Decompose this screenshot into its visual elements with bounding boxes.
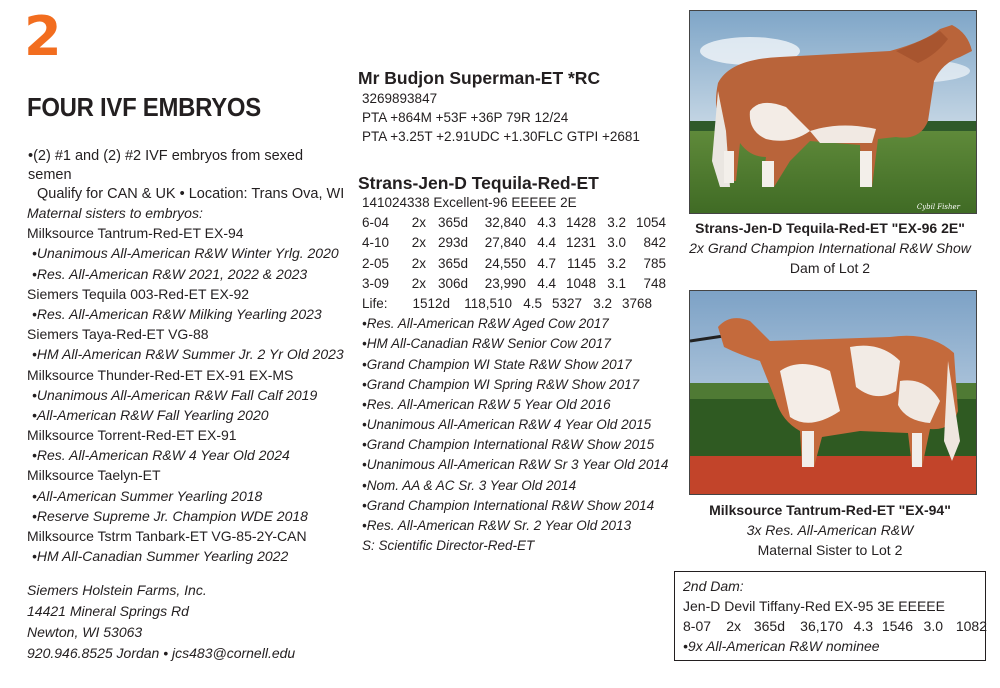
record-age: 6-04 xyxy=(362,215,390,231)
dam-honor: •Grand Champion International R&W Show 2014 xyxy=(362,497,655,513)
second-dam-box xyxy=(674,571,986,661)
life-fat-pct: 4.5 xyxy=(523,295,542,311)
sister-name xyxy=(27,284,347,304)
sister-name xyxy=(27,365,347,385)
record-fat: 1546 xyxy=(881,618,913,634)
sister-honor: •All-American Summer Yearling 2018 xyxy=(32,487,263,504)
record-milk: 23,990 xyxy=(484,275,526,291)
caption-title: Milksource Tantrum-Red-ET "EX-94" xyxy=(709,502,951,518)
life-fat: 5327 xyxy=(551,295,582,311)
record-age: 4-10 xyxy=(362,235,390,251)
second-dam-record xyxy=(683,616,985,636)
sire-name: Mr Budjon Superman-ET *RC xyxy=(358,68,601,88)
sister-honor: •Unanimous All-American R&W Winter Yrlg. 2020 xyxy=(32,245,339,262)
sister-name-text: Milksource Taelyn-ET xyxy=(27,467,161,484)
record-fat: 1428 xyxy=(565,215,596,231)
record-milk: 24,550 xyxy=(484,255,526,271)
record-protein-pct: 3.0 xyxy=(923,618,943,634)
dam-honor: •Grand Champion WI State R&W Show 2017 xyxy=(362,356,632,372)
caption-relation: Maternal Sister to Lot 2 xyxy=(757,542,903,558)
second-dam-heading: 2nd Dam: xyxy=(683,578,744,594)
dam-honor: •Unanimous All-American R&W 4 Year Old 2015 xyxy=(362,417,652,433)
record-fat-pct: 4.4 xyxy=(537,275,556,291)
lot-description xyxy=(28,147,348,204)
description-line: •(2) #1 and (2) #2 IVF embryos from sexed semen xyxy=(28,148,304,183)
second-dam-honor: •9x All-American R&W nominee xyxy=(683,638,880,654)
record-days: 365d xyxy=(437,215,468,231)
sister-name-text: Milksource Thunder-Red-ET xyxy=(27,366,203,383)
record-fat-pct: 4.7 xyxy=(537,255,556,271)
sister-photo xyxy=(689,290,977,495)
sister-honor: •Res. All-American R&W 2021, 2022 & 2023 xyxy=(32,265,308,282)
sire-reg: 3269893847 xyxy=(362,91,438,106)
sister-classification: EX-92 xyxy=(210,285,250,302)
caption-relation: Dam of Lot 2 xyxy=(789,260,871,276)
dam-honor: •Res. All-American R&W 5 Year Old 2016 xyxy=(362,396,611,412)
sister-classification: EX-91 EX-MS xyxy=(206,366,294,383)
production-record xyxy=(362,233,682,253)
sister-classification: VG-88 xyxy=(168,326,209,343)
sister-honor: •Res. All-American R&W 4 Year Old 2024 xyxy=(32,447,290,464)
sister-photo-caption xyxy=(680,500,980,560)
life-protein-pct: 3.2 xyxy=(593,295,612,311)
dam-registration: 141024338 Excellent-96 EEEEE 2E xyxy=(362,195,577,210)
dam-photo xyxy=(689,10,977,214)
breeder-contact xyxy=(27,580,295,664)
record-milking: 2x xyxy=(726,618,741,634)
record-protein: 1082 xyxy=(955,618,987,634)
sister-honor: •Unanimous All-American R&W Fall Calf 2019 xyxy=(32,386,318,403)
record-protein: 748 xyxy=(643,275,666,291)
sister-name-text: Milksource Torrent-Red-ET xyxy=(27,427,194,444)
lot-title: FOUR IVF EMBRYOS xyxy=(27,92,261,122)
sister-classification: EX-91 xyxy=(197,427,237,444)
record-fat-pct: 4.4 xyxy=(537,235,556,251)
record-protein-pct: 3.2 xyxy=(607,255,626,271)
dam-honor: •Unanimous All-American R&W Sr 3 Year Old 2014 xyxy=(362,457,669,473)
record-milking: 2x xyxy=(411,255,426,271)
cow-photo-illustration xyxy=(690,11,977,214)
sire-pta: PTA +864M +53F +36P 79R 12/24 xyxy=(362,110,569,125)
record-protein: 785 xyxy=(643,255,666,271)
record-days: 306d xyxy=(437,275,468,291)
record-milk: 27,840 xyxy=(484,235,526,251)
dam-honor: •Nom. AA & AC Sr. 3 Year Old 2014 xyxy=(362,477,577,493)
sister-name xyxy=(27,465,347,485)
sire-pta: PTA +3.25T +2.91UDC +1.30FLC GTPI +2681 xyxy=(362,129,640,144)
sire-of-dam: S: Scientific Director-Red-ET xyxy=(362,538,535,554)
second-dam-name: Jen-D Devil Tiffany-Red xyxy=(683,598,831,614)
sister-honor: •HM All-American R&W Summer Jr. 2 Yr Old 2023 xyxy=(32,346,344,363)
lifetime-record xyxy=(362,294,682,314)
sister-name-text: Milksource Tantrum-Red-ET xyxy=(27,225,201,242)
sister-classification: VG-85-2Y-CAN xyxy=(211,528,307,544)
record-protein: 842 xyxy=(643,235,666,251)
sister-name xyxy=(27,526,347,546)
life-label: Life: xyxy=(362,295,388,311)
breeder-phone-email: 920.946.8525 Jordan • jcs483@cornell.edu xyxy=(27,645,296,661)
lot-number: 2 xyxy=(24,5,62,68)
sister-honor: •Reserve Supreme Jr. Champion WDE 2018 xyxy=(32,507,308,524)
maternal-sisters-heading: Maternal sisters to embryos: xyxy=(27,205,203,221)
record-fat-pct: 4.3 xyxy=(537,215,556,231)
sister-name-text: Siemers Tequila 003-Red-ET xyxy=(27,285,207,302)
description-line: Qualify for CAN & UK • Location: Trans Ova, WI xyxy=(37,186,345,202)
maternal-sisters xyxy=(27,203,347,566)
record-fat: 1231 xyxy=(565,235,596,251)
dam-photo-caption xyxy=(680,218,980,278)
caption-honor: 2x Grand Champion International R&W Show xyxy=(689,240,971,256)
life-days: 1512d xyxy=(412,295,450,311)
breeder-street: 14421 Mineral Springs Rd xyxy=(27,603,189,619)
life-protein: 3768 xyxy=(621,295,652,311)
record-fat: 1145 xyxy=(566,255,596,271)
cow-photo-illustration xyxy=(690,291,977,495)
breeder-city: Newton, WI 53063 xyxy=(27,624,143,640)
life-milk: 118,510 xyxy=(464,295,512,311)
sister-honor: •Res. All-American R&W Milking Yearling 2023 xyxy=(32,305,322,322)
dam-honor: •Res. All-American R&W Aged Cow 2017 xyxy=(362,316,609,332)
second-dam-name-line xyxy=(683,596,985,616)
production-record xyxy=(362,274,682,294)
dam-honor: •Grand Champion International R&W Show 2015 xyxy=(362,437,655,453)
record-milking: 2x xyxy=(411,215,426,231)
production-record xyxy=(362,213,682,233)
caption-honor: 3x Res. All-American R&W xyxy=(746,522,914,538)
sister-name xyxy=(27,223,347,243)
caption-title: Strans-Jen-D Tequila-Red-ET "EX-96 2E" xyxy=(695,220,965,236)
dam-block xyxy=(362,193,682,556)
record-age: 2-05 xyxy=(362,255,390,271)
sister-name-text: Siemers Taya-Red-ET xyxy=(27,326,165,343)
production-record xyxy=(362,254,682,274)
dam-honor: •Grand Champion WI Spring R&W Show 2017 xyxy=(362,376,640,392)
sister-name xyxy=(27,324,347,344)
record-protein-pct: 3.0 xyxy=(607,235,626,251)
record-milk: 32,840 xyxy=(484,215,526,231)
record-fat: 1048 xyxy=(565,275,596,291)
record-days: 365d xyxy=(437,255,468,271)
record-milking: 2x xyxy=(411,235,426,251)
record-protein-pct: 3.1 xyxy=(607,275,626,291)
record-fat-pct: 4.3 xyxy=(853,618,873,634)
dam-honor: •HM All-Canadian R&W Senior Cow 2017 xyxy=(362,336,611,352)
sire-block xyxy=(358,67,678,146)
sister-name-text: Milksource Tstrm Tanbark-ET xyxy=(27,528,208,544)
sister-honor: •All-American R&W Fall Yearling 2020 xyxy=(32,406,269,423)
sister-honor: •HM All-Canadian Summer Yearling 2022 xyxy=(32,548,289,565)
record-protein: 1054 xyxy=(635,215,666,231)
record-age: 8-07 xyxy=(683,618,712,634)
record-milk: 36,170 xyxy=(800,618,843,634)
dam-honor: •Res. All-American R&W Sr. 2 Year Old 2013 xyxy=(362,518,632,533)
breeder-name: Siemers Holstein Farms, Inc. xyxy=(27,582,207,598)
second-dam-classification: EX-95 3E EEEEE xyxy=(834,598,945,614)
record-milking: 2x xyxy=(411,275,426,291)
dam-name: Strans-Jen-D Tequila-Red-ET xyxy=(358,173,599,193)
record-days: 365d xyxy=(753,618,785,634)
sister-classification: EX-94 xyxy=(204,225,244,242)
record-protein-pct: 3.2 xyxy=(607,215,626,231)
record-days: 293d xyxy=(437,235,468,251)
record-age: 3-09 xyxy=(362,275,390,291)
sister-name xyxy=(27,425,347,445)
photographer-signature: Cybil Fisher xyxy=(916,203,960,211)
